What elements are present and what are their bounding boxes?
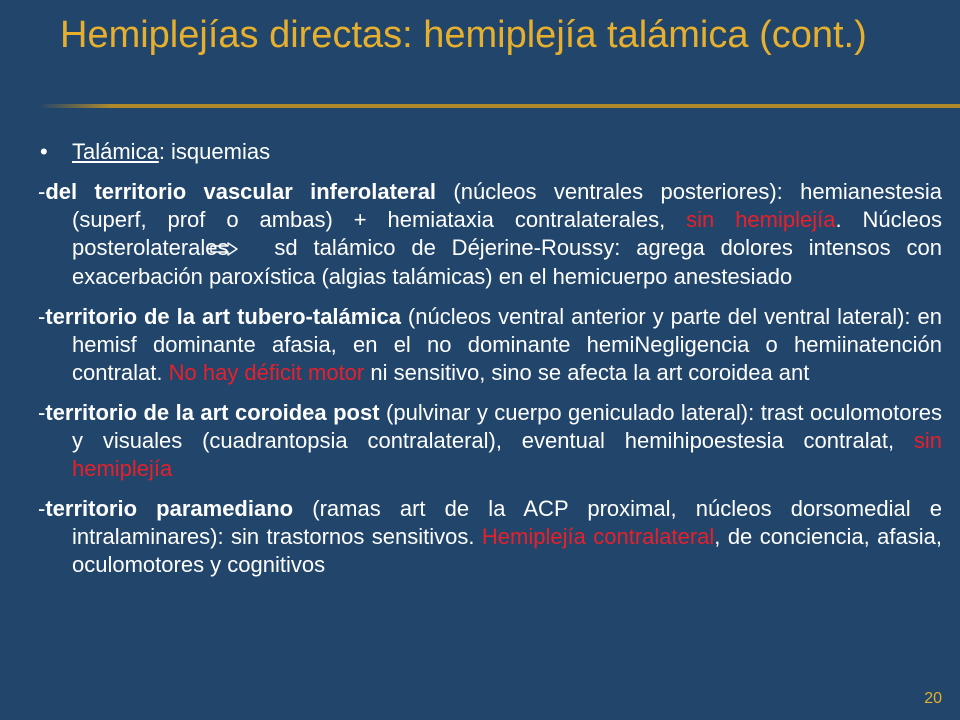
bullet-icon: • xyxy=(40,139,48,164)
bullet-text: : isquemias xyxy=(158,139,271,164)
paragraph-coroidea-post xyxy=(38,399,942,483)
highlight-text: sin hemiplejía xyxy=(72,428,942,482)
bullet-term: Talámica xyxy=(72,139,159,164)
paragraph-text: (núcleos ventrales posteriores): hemianestesia (superf, prof o ambas) + hemiataxia contralaterales, xyxy=(72,179,942,232)
slide-title: Hemiplejías directas: hemiplejía talámica (cont.) xyxy=(60,14,867,56)
highlight-text: No hay déficit motor xyxy=(168,360,365,386)
paragraph-text: . Núcleos posterolaterales xyxy=(72,207,942,260)
paragraph-text: ni sensitivo, sino se afecta la art coroidea ant xyxy=(364,360,810,386)
paragraph-text: (núcleos ventral anterior y parte del ventral lateral): en hemisf dominante afasia, en el no dominante hemiNegligencia o hemiinatención contralat. xyxy=(72,304,943,386)
dash-marker: - xyxy=(38,304,46,330)
paragraph-heading: del territorio vascular inferolateral xyxy=(45,179,437,204)
slide-body xyxy=(38,138,942,591)
title-divider xyxy=(38,104,960,108)
highlight-text: Hemiplejía contralateral xyxy=(481,524,715,550)
dash-marker: - xyxy=(38,179,46,204)
paragraph-heading: territorio de la art tubero-talámica xyxy=(45,304,401,330)
paragraph-text: (ramas art de la ACP proximal, núcleos dorsomedial e intralaminares): sin trastornos sensitivos. xyxy=(72,496,942,550)
paragraph-tubero-talamica xyxy=(38,303,942,387)
right-arrow-icon xyxy=(244,235,274,263)
paragraph-inferolateral xyxy=(38,178,942,291)
paragraph-heading: territorio de la art coroidea post xyxy=(45,400,380,426)
page-number: 20 xyxy=(924,690,942,707)
highlight-text: sin hemiplejía xyxy=(686,207,836,232)
paragraph-paramediano xyxy=(38,495,942,579)
paragraph-text: (pulvinar y cuerpo geniculado lateral): trast oculomotores y visuales (cuadrantopsia contralateral), eventual hemihipoestesia contralat, xyxy=(72,400,943,454)
dash-marker: - xyxy=(38,400,46,426)
dash-marker: - xyxy=(38,496,46,522)
paragraph-text: sd talámico de Déjerine-Roussy: agrega dolores intensos con exacerbación paroxística (algias talámicas) en el hemicuerpo anestesiado xyxy=(72,235,942,290)
paragraph-text: , de conciencia, afasia, oculomotores y cognitivos xyxy=(72,524,942,578)
paragraph-heading: territorio paramediano xyxy=(45,496,294,522)
bullet-item xyxy=(38,138,942,166)
